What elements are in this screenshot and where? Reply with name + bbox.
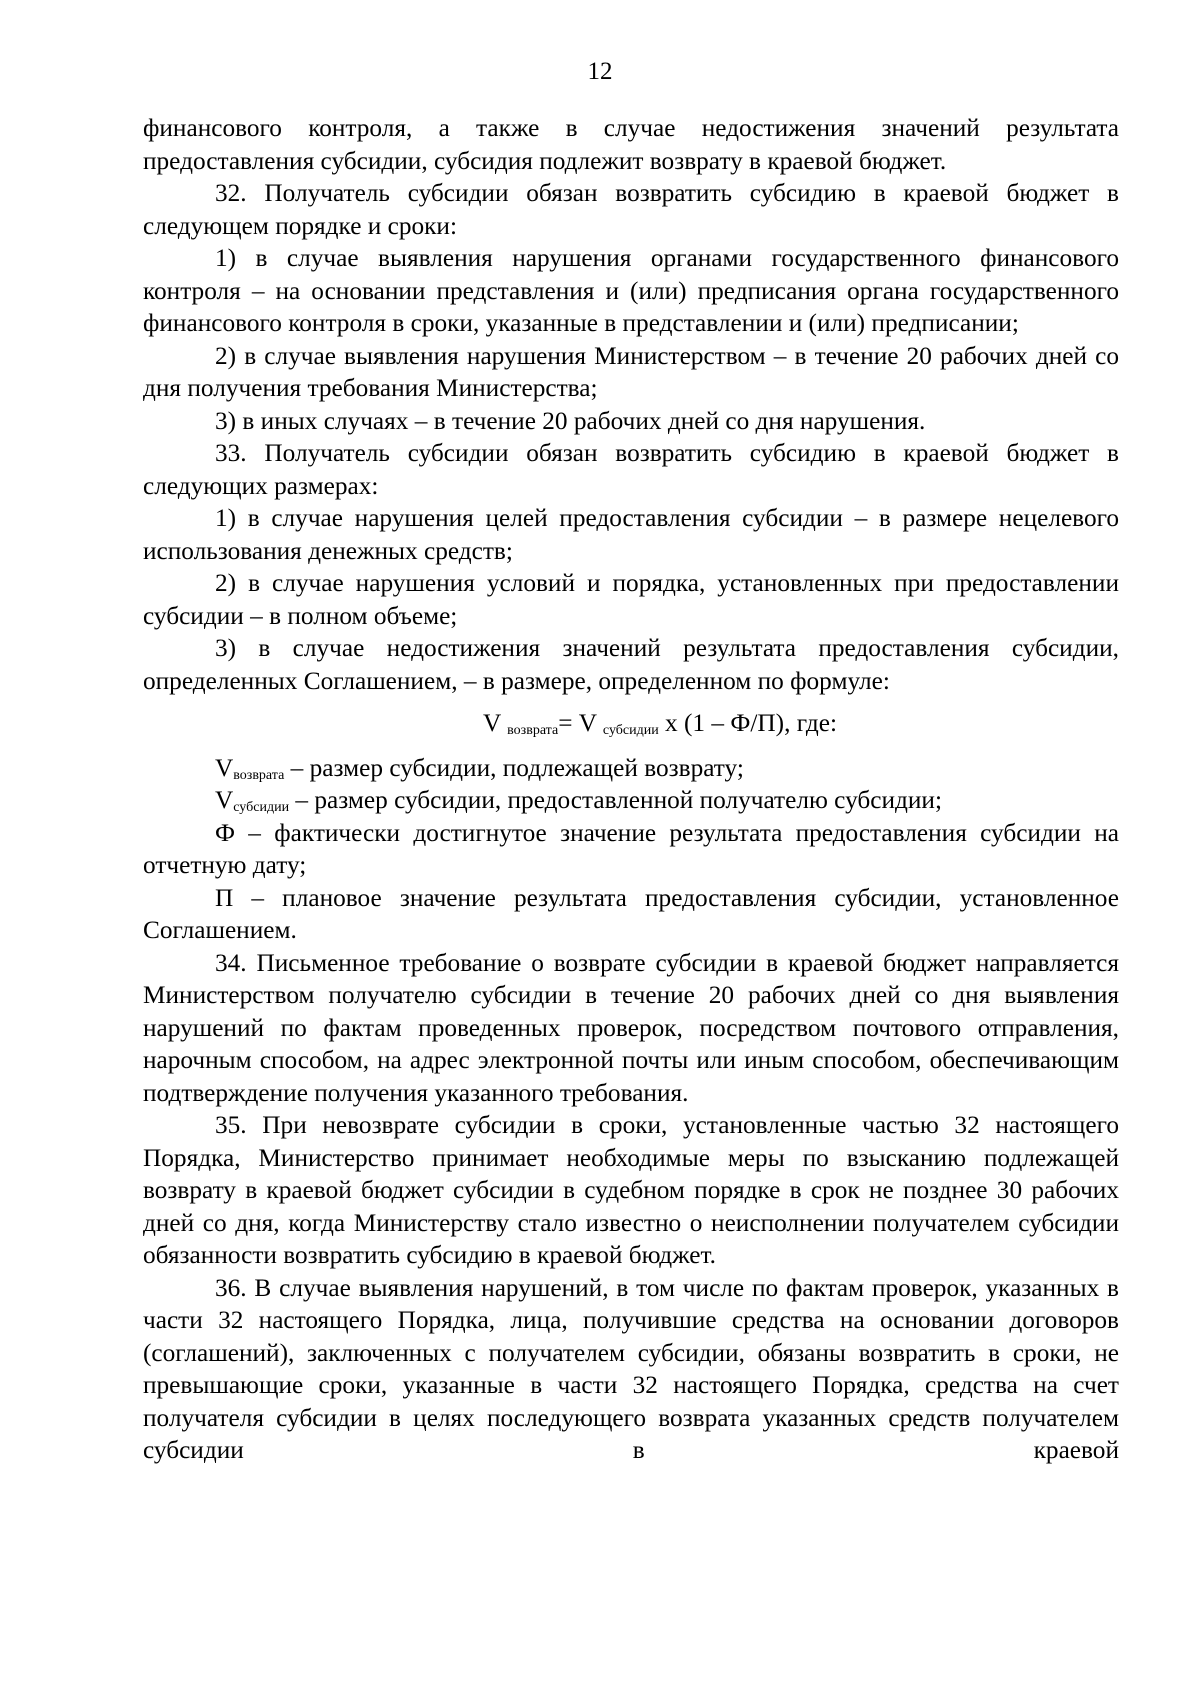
paragraph-32-item-2: 2) в случае выявления нарушения Министерством – в течение 20 рабочих дней со дня получения требования Министерства;: [143, 341, 1119, 402]
paragraph-32-item-1: 1) в случае выявления нарушения органами государственного финансового контроля – на основании представления и (или) предписания органа государственного финансового контроля в сроки, указанные в представлении и (или) предписании;: [143, 244, 1119, 337]
def-vs-sub: субсидии: [233, 800, 290, 815]
paragraph-36: 36. В случае выявления нарушений, в том числе по фактам проверок, указанных в части 32 настоящего Порядка, лица, получившие средства на основании договоров (соглашений), заключенных с получателем субсидии, обязаны возвратить в сроки, не превышающие сроки, указанные в части 32 настоящего Порядка, средства на счет получателя субсидии в целях последующего возврата указанных средств получателем субсидии в краевой: [143, 1273, 1119, 1464]
def-vs-text: – размер субсидии, предоставленной получателю субсидии;: [289, 786, 942, 814]
formula-v-return: V: [483, 709, 501, 737]
definition-p: П – плановое значение результата предоставления субсидии, установленное Соглашением.: [143, 883, 1119, 944]
formula-sub-return: возврата: [507, 723, 559, 738]
paragraph-33-item-1: 1) в случае нарушения целей предоставления субсидии – в размере нецелевого использования денежных средств;: [143, 504, 1119, 565]
paragraph-35: 35. При невозврате субсидии в сроки, установленные частью 32 настоящего Порядка, Министерство принимает необходимые меры по взысканию подлежащей возврату в краевой бюджет субсидии в судебном порядке в срок не позднее 30 рабочих дней со дня, когда Министерству стало известно о неисполнении получателем субсидии обязанности возвратить субсидию в краевой бюджет.: [143, 1111, 1119, 1269]
page-number: 12: [587, 58, 613, 85]
paragraph-32: 32. Получатель субсидии обязан возвратить субсидию в краевой бюджет в следующем порядке и сроки:: [143, 179, 1119, 240]
definition-f: Ф – фактически достигнутое значение результата предоставления субсидии на отчетную дату;: [143, 818, 1119, 879]
def-v-text: – размер субсидии, подлежащей возврату;: [284, 753, 744, 782]
paragraph-34: 34. Письменное требование о возврате субсидии в краевой бюджет направляется Министерством получателю субсидии в течение 20 рабочих дней со дня выявления нарушений по фактам проведенных проверок, посредством почтового отправления, нарочным способом, на адрес электронной почты или иным способом, обеспечивающим подтверждение получения указанного требования.: [143, 948, 1119, 1107]
formula-rest: х (1 – Ф/П), где:: [658, 709, 837, 737]
formula-sub-subsidy: субсидии: [602, 723, 659, 738]
def-vs-letter: V: [215, 786, 234, 814]
formula-equals-v: = V: [558, 709, 597, 737]
definition-v-return: [143, 752, 1119, 785]
paragraph-continuation: финансового контроля, а также в случае недостижения значений результата предоставления субсидии, субсидия подлежит возврату в краевой бюджет.: [143, 114, 1119, 175]
definition-v-subsidy: [143, 784, 1119, 817]
paragraph-33-item-3: 3) в случае недостижения значений результата предоставления субсидии, определенных Соглашением, – в размере, определенном по формуле:: [143, 634, 1119, 695]
paragraph-33: 33. Получатель субсидии обязан возвратить субсидию в краевой бюджет в следующих размерах:: [143, 439, 1119, 500]
paragraph-33-item-2: 2) в случае нарушения условий и порядка, установленных при предоставлении субсидии – в полном объеме;: [143, 569, 1119, 630]
formula: [143, 707, 1119, 740]
def-v-letter: V: [215, 753, 234, 782]
document-body: [143, 112, 1119, 1467]
paragraph-32-item-3: 3) в иных случаях – в течение 20 рабочих дней со дня нарушения.: [215, 406, 926, 435]
def-v-sub: возврата: [233, 767, 285, 783]
